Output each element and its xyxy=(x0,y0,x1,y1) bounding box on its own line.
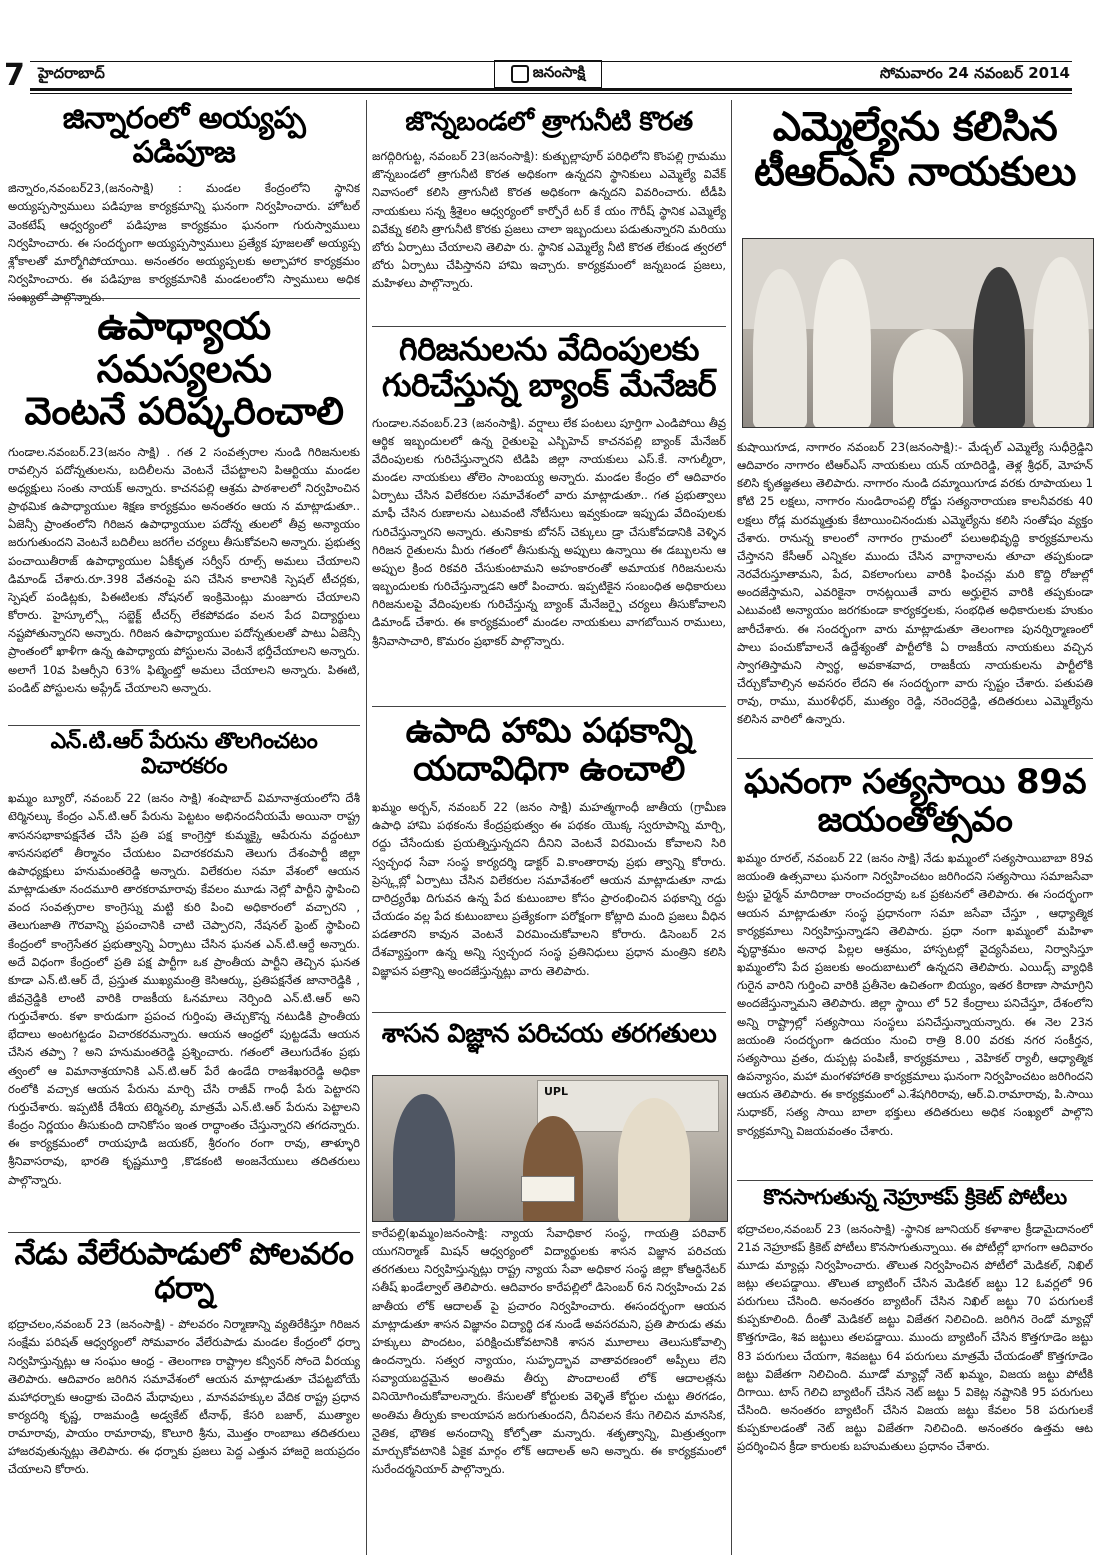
trs-meeting-photo xyxy=(742,238,1094,428)
article-trs xyxy=(737,105,1093,195)
article-body: ఖమ్మం బ్యూరో, నవంబర్ 22 (జనం సాక్షి) శంషాబాద్ విమానాశ్రయంలోని దేశీ టెర్మినల్కు కేంద్రం ఎన్.టి.ఆర్ పేరును పెట్టటం అభినందనీయమే అయినా రాష్ట్ర శాసనసభాకాపక్షనేత చేసి ప్రతి పక్ష కాంగ్రెస్తో కుమ్మక్కై ఆపేరును వద్దంటూ శాసనసభలో తీర్మానం చేయటం విచారకరమని తెలుగు దేశంపార్టీ జిల్లా ఉపాధ్యక్షులు హనుమంతరెడ్డి అన్నారు. విలేకరుల సమా వేశంలో ఆయన మాట్లాడుతూ నందమూరి తారకరామారావు కేవలం మూడు నెల్లో పార్టీని స్థాపించి వంద సంవత్సరాల కాంగ్రెస్ను మట్టి కురి పించి అధికారంలో వచ్చారని , తెలుగుజాతి గౌరవాన్ని ప్రపంచానికి చాటి చెప్పారని, నేషనల్ ఫ్రెంట్ స్థాపించి కేంద్రంలో కాంగ్రెసేతర ప్రభుత్వాన్ని ఏర్పాటు చేసిన ఘనత ఎన్.టి.ఆర్దే అన్నారు. అదే విధంగా కేంద్రంలో ప్రతి పక్ష పార్టీగా ఒక ప్రాంతీయ పార్టీని తెచ్చిన ఘనత కూడా ఎన్.టి.ఆర్ దే, ప్రస్తుత ముఖ్యమంత్రి కెసిఆర్కు, ప్రతిపక్షనేత జానారెడ్డికి , జీవన్రెడ్డికి లాంటి వారికి రాజకీయ ఓనమాలు నెర్పింది ఎన్.టి.ఆర్ అని గుర్తుచేశారు. కళా కారుడుగా ప్రపంచ గుర్తింపు తెచ్చుకొన్న నటుడికి ప్రాంతీయ భేదాలు అంటగట్టడం విచారకరమన్నారు. ఆయన ఆంధ్రలో పుట్టడమే ఆయన చేసిన తప్పా ? అని హనుమంతరెడ్డి ప్రశ్నించారు. గతంలో తెలుగుదేశం ప్రభు త్వంలో ఆ విమానాశ్రయానికి ఎన్.టి.ఆర్ పేరే ఉండేది రాజశేఖరరెడ్డి అధికా రంలోకి వచ్చాక ఆయన పేరును మార్చి చేసి రాజీవ్ గాంధీ పేరు పెట్టారని గుర్తుచేశారు. ఇప్పటికీ దేశీయ టెర్మినల్కి మాత్రమే ఎన్.టి.ఆర్ పేరును పెట్టాలని కేంద్రం నిర్ణయం తీసుకుంది దానికోసం ఇంత రాద్ధాంతం చేస్తున్నారని తగదన్నారు. ఈ కార్యక్రమంలో రాయపూడి జయకర్, శ్రీరంగం రంగా రావు, తాళ్ళూరి శ్రీనివాసరావు, భారతి కృష్ణమూర్తి ,కొడకంటి అంజనేయులు తదితరులు పాల్గొన్నారు. xyxy=(8,791,360,1187)
article-jonnabanda xyxy=(372,108,726,309)
headline: ఎన్.టి.ఆర్ పేరును తొలగించటం విచారకరం xyxy=(50,729,318,779)
article-bank xyxy=(372,332,726,704)
certificate xyxy=(521,1176,575,1202)
logo-emblem-icon xyxy=(511,65,529,83)
article-body: జగద్గిరిగుట్ట, నవంబర్ 23(జనంసాక్షి): కుత్బుల్లాపూర్ పరిధిలోని కొంపల్లి గ్రామము జొన్నబండలో త్రాగునీటి కొరత అధికంగా ఉన్నదని స్థానికులు ఎమ్మెల్యే వివేక్ నివాసంలో కలిసి త్రాగునీటి కొరత అధికంగా ఉన్నదని వివరించారు. టీడీపి నాయకులు సన్న శ్రీశైలం ఆధ్వర్యంలో కార్పోరే టర్ కే యం గౌరీష్ స్థానిక ఎమ్మెల్యే వివేక్ను కలిసి త్రాగునీటి కొరకు ప్రజలు చాలా ఇబ్బందులు పడుతున్నారని మరియు బోరు ఏర్పాటు చేయాలని తెలిపా రు. స్థానిక ఎమ్మెల్యే నీటి కొరత లేకుండ త్వరలో బోరు ఏర్పాటు చేపిస్తానని హామి ఇచ్చారు. కార్యక్రమంలో జన్నబండ ప్రజలు, మహిళలు పాల్గొన్నారు. xyxy=(372,149,726,291)
masthead-rule xyxy=(30,88,1072,91)
headline-line-2: టీఆర్ఎస్ నాయకులు xyxy=(754,148,1076,195)
article-sai xyxy=(737,763,1093,1139)
article-ayyappa xyxy=(8,102,360,329)
masthead-date: సోమవారం 24 నవంబర్ 2014 xyxy=(879,64,1070,82)
legal-article-body: కారేపల్లి(ఖమ్మం)జనంసాక్షి: న్యాయ సేవాధికార సంస్థ, గాయత్రి పరివార్ యుగనిర్మాణ్ మిషన్ ఆధ్వర్యంలో విద్యార్థులకు శాసన విజ్ఞాన పరిచయ తరగతులు నిర్వహిస్తున్నట్లు రాష్ట్ర న్యాయ సేవా అధికార సంస్థ జిల్లా కోఆర్డినేటర్ సతీష్ ఖండేల్వాల్ తెలిపారు. ఆదివారం కారేపల్లిలో డిసెంబర్ 6న నిర్వహించు 2వ జాతీయ లోక్ ఆదాలత్ పై ప్రచారం నిర్వహించారు. ఈసందర్భంగా ఆయన మాట్లాడుతూ శాసన విజ్ఞానం విద్యార్థి దశ నుండే అవసరమని, ప్రతి పౌరుడు తమ హక్కులు పొందటం, పరిక్షించుకోవటానికి శాసన మూలాలు తెలుసుకోవాల్సి ఉందన్నారు. సత్వర న్యాయం, సుహృద్భావ వాతావరణంలో అప్పీలు లేని సవ్యాయబద్దమైన అంతిమ తీర్పు పొందాలంటే లోక్ ఆదాలత్లను వినియోగించుకోవాలన్నారు. కేసులతో కోర్టులకు వెళ్ళితే కోర్టుల చుట్టు తిరగడం, అంతిమ తీర్పుకు కాలయాపన జరుగుతుందని, దీనివలన కేసు గెలిచిన మానసిక, నైతిక, భౌతిక అనందాన్ని కోల్పోతా మన్నారు. శతృత్వాన్ని, మిత్రుత్వంగా మార్చుకోవటానికి ఏకైక మార్గం లోక్ ఆదాలత్ అని అన్నారు. ఈ కార్యక్రమంలో సురేందర్మనియార్ పాల్గొన్నారు. xyxy=(372,1226,726,1477)
person-figure-left xyxy=(393,1094,455,1222)
article-ntr xyxy=(8,730,360,1249)
masthead-rule-thin xyxy=(30,93,1072,94)
article-cricket xyxy=(737,1186,1093,1545)
masthead-city: హైదరాబాద్ xyxy=(38,64,105,82)
article-body: గుండాల.నవంబర్.23(జనం సాక్షి) . గత 2 సంవత్సరాల నుండి గిరిజనులకు రావల్సిన పదోన్నతులను, బదిలీలను వెంటనే చేపట్టాలని పిఆర్టియు మండల అధ్యక్షులు సంతు నాయక్ అన్నారు. కాచనపల్లి ఆశ్రమ పాఠశాలలో నిర్వహించిన ప్రాథమిక ఉపాధ్యాయుల శిక్షణ కార్యక్రమం అనంతరం ఆయ న మాట్లాడుతూ.. ఏజెన్సీ ప్రాంతంలోని గిరిజన ఉపాధ్యాయుల పదోన్న తులలో తీవ్ర అన్యాయం జరుగుతుందని వెంటనే బదిలీలు జరగేల చర్యలు తీసుకోవలని అన్నారు. ప్రభుత్వ పంచాయితీరాజ్ ఉపాధ్యాయుల ఏకీకృత సర్వీస్ రూల్స్ అమలు చేయాలని డిమాండ్ చేశారు.రూ.398 వేతనంపై పని చేసిన కాలానికి స్పెషల్ టీచర్లకు, స్పెషల్ పండిట్లకు, పిఈటిలకు నోషనల్ ఇంక్రిమెంట్లు మంజూరు చేయాలని కోరారు. హైస్కూల్స్లో సబ్జెక్ట్ టీచర్స్ లేకపోవడం వలన పేద విద్యార్థులు నష్టపోతున్నారని అన్నారు. గిరిజన ఉపాధ్యాయుల పదోన్నతులతో పాటు ఏజెన్సీ ప్రాంతంలో ఖాళీగా ఉన్న ఉపాధ్యాయ పోస్టులను వెంటనే భర్తీచేయాలని అన్నారు. అలాగే 10వ పిఆర్సీని 63% ఫిట్మెంట్తో అమలు చేయాలని అన్నారు. పిఈటి, పండిట్ పోస్టులను అప్గ్రేడ్ చేయాలని అన్నారు. xyxy=(8,444,360,695)
article-separator xyxy=(372,326,726,327)
paper-name: జనంసాక్షి xyxy=(532,63,586,81)
headline: గిరిజనులను వేదింపులకు xyxy=(399,330,699,368)
article-body: భద్రాచలం,నవంబర్ 23 (జనంసాక్షి) -స్థానిక జూనియర్ కళాశాల క్రీడామైదానంలో 21వ నెహ్రూకప్ క్రికెట్ పోటీలు కొనసాగుతున్నాయి. ఈ పోటీల్లో భాగంగా ఆదివారం మూడు మ్యాచ్లు నిర్వహించారు. తొలుత నిర్వహించిన పోటీలో మెడికల్, నిఖిల్ జట్లు తలపడ్డాయి. తొలుత బ్యాటింగ్ చేసిన మెడికల్ జట్టు 12 ఓవర్లలో 96 పరుగులు చేసింది. అనంతరం బ్యాటింగ్ చేసిన నిఖిల్ జట్టు 70 పరుగులకే కుప్పకూలింది. దీంతో మెడికల్ జట్టు విజేతగ నిలిచింది. జరిగిన రెండో మ్యాచ్లో కొత్తగూడెం, శివ జట్టులు తలపడ్డాయి. ముందు బ్యాటింగ్ చేసిన కొత్తగూడెం జట్టు 83 పరుగులు చేయగా, శివజట్టు 64 పరుగులు మాత్రమే చేయడంతో కొత్తగూడెం జట్టు విజేతగా నిలిచింది. మూడో మ్యాచ్లో నెట్ ఖమ్మం, విజయ జట్టు పోటీకి దిగాయి. టాస్ గెలిచి బ్యాటింగ్ చేసిన నెట్ జట్టు 5 వికెట్ల నష్టానికి 95 పరుగులు చేసింది. అనంతరం బ్యాటింగ్ చేసిన విజయ జట్టు కేవలం 58 పరుగులకే కుప్పకూలడంతో నెట్ జట్టు విజేతగా నిలిచింది. అనంతరం ఉత్తమ ఆట ప్రదర్శించిన క్రీడా కారులకు బహుమతులు ప్రధానం చేశారు. xyxy=(737,1221,1093,1454)
person-figure-4 xyxy=(973,267,1025,428)
article-separator xyxy=(372,1012,726,1013)
headline-line-2: యదావిధిగా ఉంచాలి xyxy=(413,749,685,790)
person-figure-3 xyxy=(893,329,963,428)
article-separator xyxy=(8,298,360,299)
headline-line-2: జయంతోత్సవం xyxy=(817,800,1013,841)
headline: కొనసాగుతున్న నెహ్రూకప్ క్రికెట్ పోటీలు xyxy=(763,1185,1067,1209)
article-body: భద్రాచలం,నవంబర్ 23 (జనంసాక్షి) - పోలవరం నిర్మాణాన్ని వ్యతిరేకిస్తూ గిరిజన సంక్షేమ పరిషత్ ఆధ్వర్యంలో సోమవారం వేలేరుపాడు మండల కేంద్రంలో ధర్నా నిర్వహిస్తున్నట్లు ఆ సంఘం ఆంధ్ర - తెలంగాణ రాష్ట్రాల కన్వీనర్ సోందె వీరయ్య తెలిపారు. ఆదివారం జరిగిన సమావేశంలో ఆయన మాట్లాడుతూ చేపట్టబోయే మహాధర్నాకు ఆంధ్రాకు చెందిన మేధావులు , మానవహక్కుల వేదిక రాష్ట్ర ప్రధాన కార్యదర్శి కృష్ణ, రాజమండ్రి అడ్వకేట్ టీనాథ్, కేసరి బజార్, ముత్యాల రామారావు, పాయం రామారావు, కొలూరి శ్రీను, మొత్తం రాంబాబు తదితరులు హాజరవుతున్నట్లు తెలిపారు. ఈ ధర్నాకు ప్రజలు పెద్ద ఎత్తున హాజరై జయప్రదం చేయాలని కోరారు. xyxy=(8,1317,360,1477)
article-body: ఖమ్మం అర్బన్, నవంబర్ 22 (జనం సాక్షి) మహత్మగాంధీ జాతీయ (గ్రామీణ ఉపాధి హామి పథకంను కేంద్రప్రభుత్వం ఈ పథకం యొక్క స్వరూపాన్ని మార్చి, రద్దు చేసేందుకు ప్రయత్నిస్తున్నదని దీనిని వెంటనే విరమించు కోవాలని సిరి స్వచ్ఛంధ సేవా సంస్థ కార్యదర్శి డాక్టర్ వి.కాంతారావు ప్రభు త్వాన్ని కోరారు. ప్రెస్క్లబ్లో ఏర్పాటు చేసిన విలేకరుల సమావేశంలో ఆయన మాట్లాడుతూ నాడు దారిద్ర్యరేఖ దిగువన ఉన్న పేద కుటుంబాల కోసం ప్రారంభించిన పథకాన్ని రద్దు చేయడం వల్ల పేద కుటుంబాలు ప్రత్యేకంగా పరోక్షంగా కోట్లాది మంది ప్రజలు వీధిన పడతారని కావున వెంటనే విరమించుకోవాలని కోరారు. డిసెంబర్ 2న దేశవ్యాప్తంగా ఉన్న అన్ని స్వచ్ఛంద సంస్థ ప్రతినిధులు ప్రధాన మంత్రిని కలిసి విజ్ఞాపన పత్రాన్ని అందజేస్తున్నట్లు వారు తెలిపారు. xyxy=(372,800,726,978)
article-body: గుండాల.నవంబర్.23 (జనంసాక్షి). వర్షాలు లేక పంటలు పూర్తిగా ఎండిపోయి తీవ్ర ఆర్థిక ఇబ్బందులలో ఉన్న రైతులపై ఎస్బిహెచ్ కాచనపల్లి బ్యాంక్ మేనేజర్ వేదింపులకు గురిచేస్తున్నారని టిడిపి జిల్లా నాయకులు ఎస్.కే. నాగుల్మీరా, మండల నాయకులు తోలెం సాంబయ్య అన్నారు. మండల కేంద్రం లో ఆదివారం ఏర్పాటు చేసిన విలేకరుల సమావేశంలో వారు మాట్లాడుతూ.. గత ప్రభుత్వాలు మాఫీ చేసిన రుణాలను ఎటువంటి నోటీసులు ఇవ్వకుండా ఇప్పుడు వేదింపులకు గురిచేస్తున్నారని అన్నారు. తునికాకు బోనస్ చెక్కులు డ్రా చేసుకోవడానికి వెళ్ళిన గిరిజన రైతులను మీరు గతంలో తీసుకున్న అప్పులు ఉన్నాయి ఈ డబ్బులను ఆ అప్పుల క్రింద రికవరి చేసుకుంటామని అహంకారంతో అమాయక గిరిజనులను ఇబ్బందులకు గురిచేస్తున్నాడని ఆరో పించారు. ఇప్పటికైన సంబంధిత అధికారులు గిరిజనులపై వేదింపులకు గురిచేస్తున్న బ్యాంక్ మేనేజర్పై చర్యలు తీసుకోవాలని డిమాండ్ చేశారు. ఈ కార్యక్రమంలో మండల నాయకులు వాగబోయిన రాములు, శ్రీనివాసాచారి, కొమరం ప్రభాకర్ పాల్గొన్నారు. xyxy=(372,415,726,648)
article-trs-body xyxy=(737,428,1093,756)
headline-line-2: గురిచేస్తున్న బ్యాంక్ మేనేజర్ xyxy=(381,365,717,404)
article-teachers xyxy=(8,305,360,733)
person-figure-2 xyxy=(813,259,871,428)
headline: ఉపాది హామి పథకాన్ని xyxy=(405,711,693,751)
headline: జిన్నారంలో అయ్యప్ప పడిపూజ xyxy=(62,101,306,170)
person-figure-center xyxy=(523,1116,583,1222)
headline: జొన్నబండలో త్రాగునీటి కొరత xyxy=(405,107,693,137)
page-number: 7 xyxy=(4,58,25,93)
person-figure-1 xyxy=(753,269,807,428)
article-legal xyxy=(372,1020,726,1049)
article-nrega xyxy=(372,712,726,983)
headline: శాసన విజ్ఞాన పరిచయ తరగతులు xyxy=(381,1019,717,1049)
article-separator xyxy=(372,706,726,707)
headline: ఘనంగా సత్యసాయి 89వ xyxy=(743,762,1087,802)
legal-event-photo xyxy=(372,1075,728,1222)
headline-line-2: వెంటనే పరిష్కరించాలి xyxy=(24,389,344,434)
article-separator xyxy=(8,1232,360,1233)
person-figure-right xyxy=(618,1098,690,1222)
headline: నేడు వేలేరుపాడులో పోలవరం ధర్నా xyxy=(14,1237,354,1306)
column-divider-2 xyxy=(731,100,732,1555)
column-divider-1 xyxy=(366,100,367,1555)
article-separator xyxy=(737,1180,1093,1181)
article-polavaram xyxy=(8,1238,360,1555)
masthead xyxy=(0,0,1100,95)
article-body: ఖమ్మం రూరల్, నవంబర్ 22 (జనం సాక్షి) నేడు ఖమ్మంలో సత్యసాయిబాబా 89వ జయంతి ఉత్సవాలు ఘనంగా నిర్వహించటం జరిగిందని సత్యసాయి సమాజసేవా ట్రస్టు ఛైర్మన్ మాదిరాజు రాంచందర్రావు ఒక ప్రకటనలో తెలిపారు. ఈ సందర్భంగా ఆయన మాట్లాడుతూ సంస్థ ప్రధానంగా సమా జసేవా చేస్తూ , ఆధ్యాత్మిక కార్యక్రమాలు నిర్వహిస్తున్నాడని తెలిపారు. ప్రధా నంగా ఖమ్మంలో మహిళా వృద్ధాశ్రమం అనాధ పిల్లల ఆశ్రమం, హాస్పటల్లో వైద్యసేవలు, నిర్వాసిస్తూ ఖమ్మంలోని పేద ప్రజలకు అందుబాటులో ఉన్నదని తెలిపారు. ఎయిడ్స్ వ్యాధికి గురైన వారిని గుర్తించి వారికి ప్రతీనెల ఉచితంగా బియ్యం, ఇతర కిరాణా సామాగ్రిని అందజేస్తున్నామని తెలిపారు. జిల్లా స్థాయి లో 52 కేంద్రాలు పనిచేస్తూ, దేశంలోని అన్ని రాష్ట్రాల్లో సత్యసాయి సంస్థలు పనిచేస్తున్నాయన్నారు. ఈ నెల 23న జయంతి సందర్భంగా ఉదయం నుంచి రాత్రి 8.00 వరకు నగర సంకీర్తన, సత్యసాయి వ్రతం, దుప్పట్ల పంపిణీ, కార్యక్రమాలు , వెహికల్ ర్యాలీ, ఆధ్యాత్మిక ఉపన్యాసం, మహా మంగళహారతి కార్యక్రమాలు ఘనంగా నిర్వహించటం జరిగిందని ఆయన తెలిపారు. ఈ కార్యక్రమంలో ఎ.శేషగిరిరావు, ఆర్.వి.రామారావు, పి.సాయి సుధాకర్, సత్య సాయి బాలా భక్తులు తదితరులు అధిక సంఖ్యలో పాల్గొని కార్యక్రమాన్ని విజయవంతం చేశారు. xyxy=(737,851,1093,1138)
photo-banner-text: UPL xyxy=(544,1085,569,1098)
headline: ఎమ్మెల్యేను కలిసిన xyxy=(772,104,1058,150)
article-separator xyxy=(8,725,360,726)
headline: ఉపాధ్యాయ సమస్యలను xyxy=(96,304,272,391)
person-figure-5 xyxy=(1033,257,1089,428)
article-separator xyxy=(737,758,1093,759)
article-body: కుషాయిగూడ, నాగారం నవంబర్ 23(జనంసాక్షి):- మేడ్చల్ ఎమ్మెల్యే సుధీర్రెడ్డిని ఆదివారం నాగారం టిఆర్ఎస్ నాయకులు యన్ యాదిరెడ్డి, తెళ్ల శ్రీధర్, మోహన్ కలిసి కృతజ్ఞతలు తెలిపారు. నాగారం నుండి దమ్మాయిగూడ వరకు రూపాయలు 1 కోటి 25 లక్షలు, నాగారం నుండిరాంపల్లి రోడ్డు సత్యనారాయణ కాలనీవరకు 40 లక్షలు రోడ్ల మరమ్మత్తుకు కేటాయించినందుకు ఎమ్మెల్యేను కలిసి సంతోషం వ్యక్తం చేశారు. రానున్న కాలంలో నాగారం గ్రామంలో పలుఅభివృద్ధి కార్యక్రమాలను చేస్తానని కేసీఆర్ ఎన్నికల ముందు చేసిన వాగ్దానాలను తూచా తప్పకుండా నెరవేరుస్తూతామని, పేద, వికలాంగులు వారికి ఫించన్లు మరి కొద్ది రోజుల్లో అందజేస్తామని, ఎవరికైనా రానట్లయితే వారు అర్హులైన వారికి తప్పకుండా ఎటువంటి అన్యాయం జరగకుండా కార్యకర్తలకు, సంభధిత అధికారులకు హుకుం జారీచేశారు. ఈ సందర్భంగా వారు మాట్లాడుతూ తెలంగాణ పునర్నిర్మాణంలో పాలు పంచుకోవాలనే ఉద్దేశ్యంతో పార్టీలోకి ఏ రాజకీయ నాయకులు వచ్చిన స్వాగతిస్తామని స్వార్థ, అవకాశవాద, రాజకీయ నాయకులను పార్టీలోకి చేర్చుకోవాల్సిన అవసరం లేదని ఈ సందర్భంగా వారు స్పష్టం చేశారు. పతుపతి రావు, రాము, మురళీధర్, ముత్యం రెడ్డి, నరెందర్రెడ్డి, తదితరులు ఎమ్మెల్యేను కలిసిన వారిలో ఉన్నారు. xyxy=(737,440,1093,727)
article-body: జిన్నారం,నవంబర్23,(జనంసాక్షి) : మండల కేంద్రంలోని స్థానిక అయ్యప్పస్వాములు పడిపూజ కార్యక్రమాన్ని ఘనంగా నిర్వహించారు. హోటల్ వెంకటేష్ ఆధ్వర్యంలో పడిపూజ కార్యక్రమం ఘనంగా గురుస్వాములు నిర్వహించారు. ఈ సందర్భంగా అయ్యప్పస్వాములు ప్రత్యేక పూజలతో అయ్యప్ప శ్లోకాలతో మార్మోగిపోయాయి. అనంతరం అయ్యప్పలకు అల్పాహార కార్యక్రమం నిర్వహించారు. ఈ పడిపూజ కార్యక్రమానికి మండలంలోని స్వాములు అధిక xyxy=(8,181,360,286)
paper-logo xyxy=(494,60,602,88)
